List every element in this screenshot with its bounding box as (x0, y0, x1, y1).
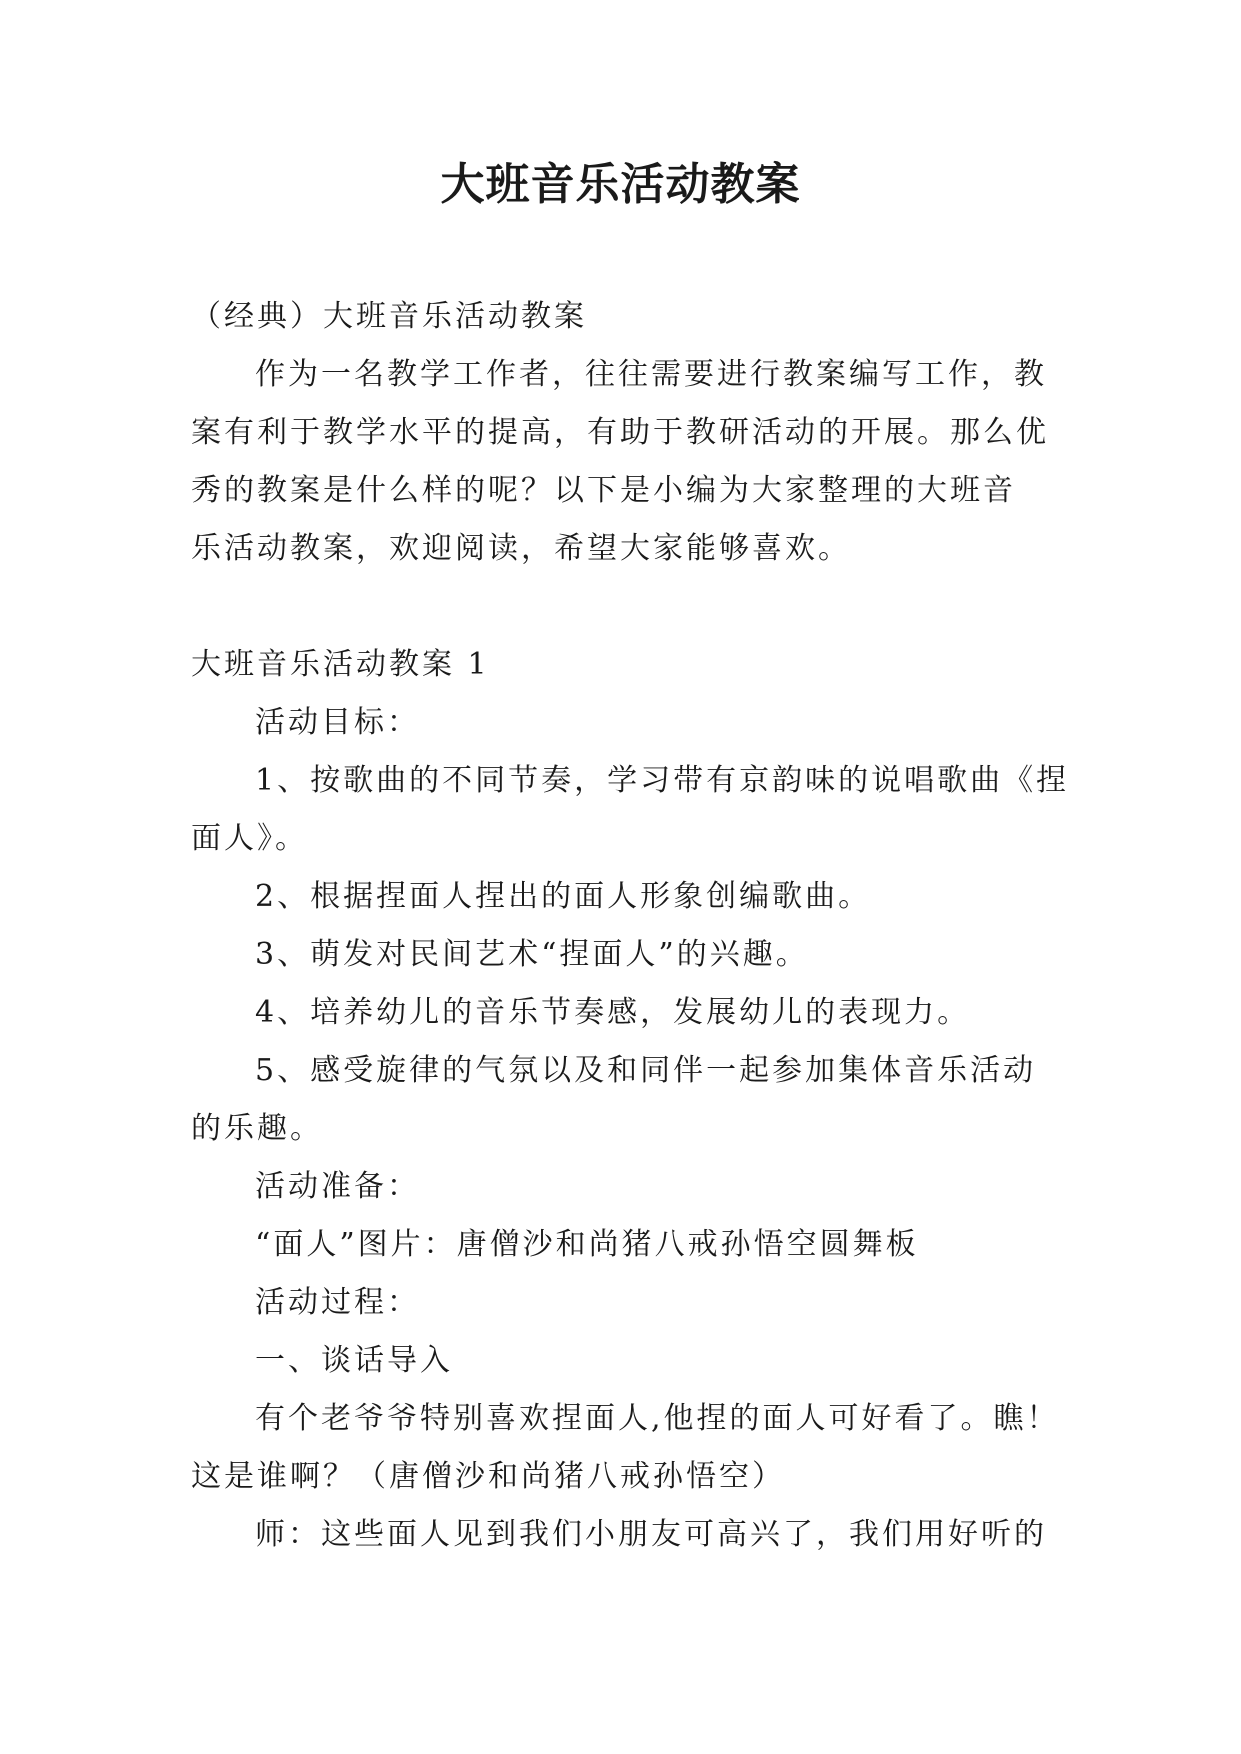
goal-item-continued: 的乐趣。 (191, 1111, 323, 1146)
goal-item: 3、萌发对民间艺术“捏面人”的兴趣。 (255, 937, 809, 972)
goal-item: 1、按歌曲的不同节奏，学习带有京韵味的说唱歌曲《捏 (255, 763, 1070, 798)
goal-item: 5、感受旋律的气氛以及和同伴一起参加集体音乐活动 (255, 1053, 1037, 1088)
process-text-continued: 这是谁啊？（唐僧沙和尚猪八戒孙悟空） (191, 1459, 785, 1494)
goal-item: 4、培养幼儿的音乐节奏感，发展幼儿的表现力。 (255, 995, 971, 1030)
subheading-process: 活动过程： (255, 1285, 420, 1320)
document-title: 大班音乐活动教案 (440, 159, 801, 210)
paragraph-line: 秀的教案是什么样的呢？以下是小编为大家整理的大班音 (191, 473, 1016, 508)
preparation-text: “面人”图片：唐僧沙和尚猪八戒孙悟空圆舞板 (255, 1227, 919, 1262)
paragraph-gap (191, 578, 1051, 636)
paragraph-line: 乐活动教案，欢迎阅读，希望大家能够喜欢。 (191, 531, 851, 566)
subtitle-line: （经典）大班音乐活动教案 (191, 299, 587, 334)
goal-item: 2、根据捏面人捏出的面人形象创编歌曲。 (255, 879, 872, 914)
document-body (191, 288, 1070, 1564)
subheading-preparation: 活动准备： (255, 1169, 420, 1204)
process-step-heading: 一、谈话导入 (255, 1343, 453, 1378)
paragraph-line: 案有利于教学水平的提高，有助于教研活动的开展。那么优 (191, 415, 1049, 450)
section-heading: 大班音乐活动教案 1 (191, 647, 490, 682)
goal-item-continued: 面人》。 (191, 821, 308, 856)
paragraph-line: 作为一名教学工作者，往往需要进行教案编写工作，教 (255, 357, 1047, 392)
subheading-goals: 活动目标： (255, 705, 420, 740)
process-text: 有个老爷爷特别喜欢捏面人,他捏的面人可好看了。瞧！ (255, 1401, 1060, 1436)
process-text: 师：这些面人见到我们小朋友可高兴了，我们用好听的 (255, 1517, 1047, 1552)
